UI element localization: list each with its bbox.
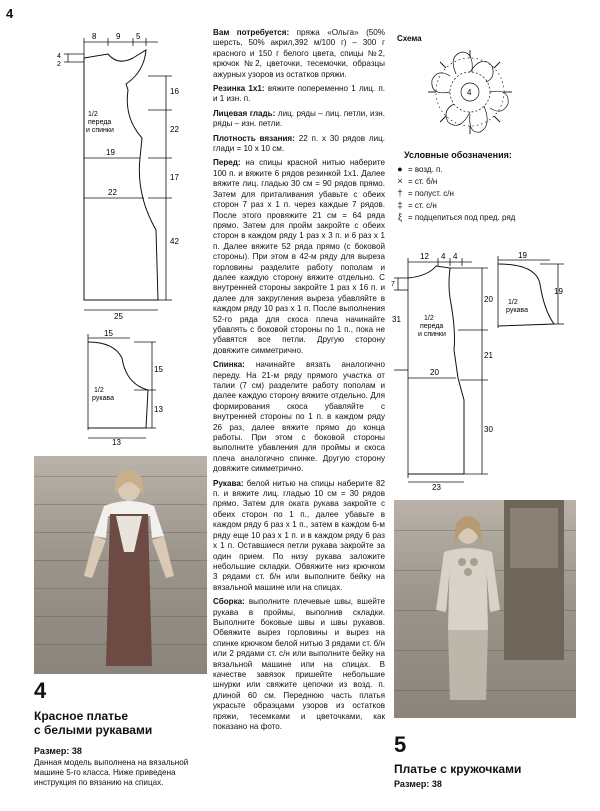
right-dim-inner: 20 <box>430 368 439 377</box>
left-dim-left-0: 4 <box>57 53 61 60</box>
right-label-3: и спинки <box>418 331 446 338</box>
legend-item <box>392 187 515 199</box>
sleeve-label-1: 1/2 <box>94 387 104 394</box>
right-sleeve-diagram <box>492 250 572 336</box>
sleeve-dim-top: 15 <box>104 329 113 338</box>
model5-size: Размер: 38 <box>394 779 442 789</box>
legend-symbol: × <box>397 176 403 186</box>
right-label-1: 1/2 <box>424 315 434 322</box>
right-dim-bottom: 23 <box>432 483 441 490</box>
model4-number: 4 <box>34 678 47 703</box>
p1-body: пряжа «Ольга» (50% шерсть, 50% акрил,392 м/100 г) – 300 г красного и 150 г белого цвета, спицы №2, крючок №2, цветочки, тесемочки, образцы ажурных узоров из остатков пряжи. <box>213 28 386 79</box>
p4-body: 22 п. х 30 рядов лиц. глади = 10 х 10 см. <box>213 133 386 154</box>
right-sleeve-dim-right: 19 <box>554 287 563 296</box>
instructions-text <box>213 28 385 736</box>
left-dim-right-1: 22 <box>170 125 179 134</box>
left-dim-inner-0: 19 <box>106 148 115 157</box>
left-dim-top-0: 8 <box>92 32 97 41</box>
legend-symbol: ξ <box>397 212 403 222</box>
left-label-1: 1/2 <box>88 111 98 118</box>
sleeve-dim-right-1: 13 <box>154 405 163 414</box>
sleeve-dim-bottom: 13 <box>112 438 121 446</box>
left-dim-right-0: 16 <box>170 87 179 96</box>
legend-title: Условные обозначения: <box>404 150 512 160</box>
p4-label: Плотность вязания: <box>213 133 295 143</box>
p7-label: Рукава: <box>213 478 244 488</box>
p6-label: Спинка: <box>213 360 245 370</box>
legend-item <box>392 211 515 223</box>
left-sleeve-diagram <box>74 328 164 446</box>
model4-photo <box>34 456 207 674</box>
model4-size: Размер: 38 <box>34 746 82 756</box>
right-label-2: переда <box>420 323 444 330</box>
right-dim-top-1: 4 <box>441 252 446 261</box>
scheme-center-number: 4 <box>467 88 472 97</box>
right-dim-left-side: 31 <box>392 315 401 324</box>
right-sleeve-dim-top: 19 <box>518 251 527 260</box>
right-dim-top-2: 4 <box>453 252 458 261</box>
right-sleeve-label-1: 1/2 <box>508 299 518 306</box>
sleeve-dim-right-0: 15 <box>154 365 163 374</box>
legend-text: = полуст. с/н <box>408 188 454 198</box>
model4-figure <box>34 456 207 674</box>
legend-item <box>392 175 515 187</box>
p2-label: Резинка 1х1: <box>213 84 265 94</box>
p7-body: белой нитью на спицы наберите 82 п. и вяжите лиц. гладью 10 см = 30 рядов прямо. Затем для оката рукава закройте с обеих сторон по 1 п., далее убавьте в каждом ряду 6 раз х 1 п., затем в каждом 6-м ряду еще 10 раз х 1 п. и в каждом ряду 6 раз х 1 п. Оставшиеся петли рукава закройте за один прием. По низу рукава заложите небольшие складки. Обвяжите низ крючком 3 рядами ст. б/н или выполните бейку на вязальной машине или на спицах. <box>213 478 385 592</box>
left-dim-right-2: 17 <box>170 173 179 182</box>
legend-symbol: † <box>397 188 403 198</box>
model4-title-1: Красное платье <box>34 709 129 723</box>
scheme-label: Схема <box>397 34 422 43</box>
right-dim-left-top: 7 <box>391 281 395 288</box>
right-dim-right-1: 21 <box>484 351 493 360</box>
p5-body: на спицы красной нитью наберите 100 п. и вяжите 6 рядов резинкой 1х1. Далее вяжите лиц. гладью 30 см = 90 рядов прямо. Затем для приталивания убавьте с обеих сторон 7 раз х 1 п. через каждые 7 рядов. После этого провяжите 21 см = 64 ряда прямо. Затем для пройм закройте с обеих сторон в каждом ряду 1 раз х 3 п. и 6 раз х 1 п. Далее вяжите 52 ряда прямо (с боковой стороны). При этом в 42-м ряду для выреза горловины разделите работу пополам и далее каждую сторону вяжите отдельно. С внутренней стороны закройте 1 раз х 16 п. и далее для закругления выреза убавляйте в каждом ряду 10 раз х 1 п. После выполнения 52-го ряда для скоса плеча начинайте убавлять с боковой стороны по 1 п., пока не убавятся все петли. Другую сторону довяжите симметрично. <box>213 158 385 355</box>
right-pattern-diagram <box>388 250 506 490</box>
left-label-3: и спинки <box>86 127 114 134</box>
p3-label: Лицевая гладь: <box>213 108 276 118</box>
crochet-scheme <box>420 44 520 144</box>
model5-number: 5 <box>394 732 407 757</box>
right-dim-right-2: 30 <box>484 425 493 434</box>
left-label-2: переда <box>88 119 112 126</box>
model5-figure <box>394 500 576 718</box>
legend-text: = подцепиться под пред. ряд <box>408 212 516 222</box>
legend-item <box>392 199 515 211</box>
p8-label: Сборка: <box>213 597 245 607</box>
left-dim-top-1: 9 <box>116 32 121 41</box>
left-dim-left-1: 2 <box>57 61 61 68</box>
legend-text: = возд. п. <box>408 164 443 174</box>
p3-body: лиц. ряды – лиц. петли, изн. ряды – изн. петли. <box>213 108 385 129</box>
model5-title: Платье с кружочками <box>394 762 522 776</box>
sleeve-label-2: рукава <box>92 395 114 402</box>
left-dim-inner-1: 22 <box>108 188 117 197</box>
model4-title-2: с белыми рукавами <box>34 723 153 737</box>
p1-label: Вам потребуется: <box>213 28 290 37</box>
model4-note: Данная модель выполнена на вязальной машине 5-го класса. Ниже приведена инструкция по вязанию на спицах. <box>34 758 189 787</box>
left-dim-top-2: 5 <box>136 32 141 41</box>
left-dim-right-3: 42 <box>170 237 179 246</box>
legend-text: = ст. с/н <box>408 200 437 210</box>
p2-body: вяжите попеременно 1 лиц. п. и 1 изн. п. <box>213 84 386 104</box>
legend-symbol: ‡ <box>397 200 403 210</box>
legend-symbol: ● <box>397 164 403 174</box>
page-number: 4 <box>6 6 14 21</box>
p5-label: Перед: <box>213 158 241 168</box>
legend-text: = ст. б/н <box>408 176 438 186</box>
right-dim-right-0: 20 <box>484 295 493 304</box>
p6-body: начинайте вязать аналогично переду. На 21-м ряду прямого участка от талии (7 см) разделите работу пополам и далее каждую сторону вяжите отдельно. Для формирования скоса убавляйте с внутренней стороны по 1 п. в каждом ряду 26 раз, далее вяжите прямо до конца работы. При этом с боковой стороны выполните убавления для проймы и скоса плеча аналогично спинке. Другую сторону довяжите симметрично. <box>213 360 385 474</box>
right-sleeve-label-2: рукава <box>506 307 528 314</box>
model5-photo <box>394 500 576 718</box>
legend-item <box>392 163 515 175</box>
p8-body: выполните плечевые швы, вшейте рукава в проймы, выполнив складки. Выполните боковые швы и швы рукавов. Обвяжите вырез горловины и вырез на спинке крючком белой нитью 3 рядами ст. б/н или 2 рядами ст. с/н или выполните бейку на вязальной машине или на спицах. В качестве завязок пришейте небольшие шнурки или свяжите цепочки из возд. п. длиной 60 см. Переднюю часть платья украсьте образцами узоров из остатков пряжи, тесемками и цветочками, как показано на фото. <box>213 597 385 731</box>
right-dim-top-0: 12 <box>420 252 429 261</box>
left-pattern-diagram <box>48 30 210 320</box>
left-dim-bottom: 25 <box>114 312 123 320</box>
legend-list <box>392 163 515 223</box>
